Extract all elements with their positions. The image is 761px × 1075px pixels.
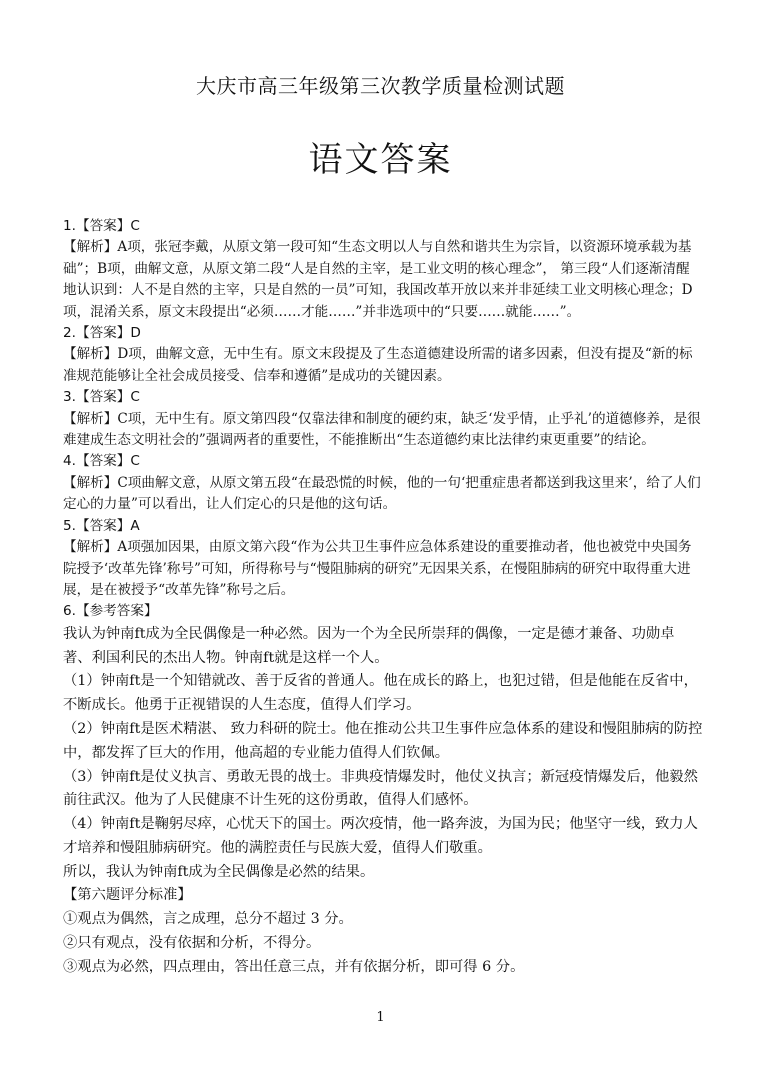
q4-answer: 4.【答案】C bbox=[63, 453, 140, 470]
exam-title: 大庆市高三年级第三次教学质量检测试题 bbox=[196, 74, 565, 98]
answer-key-title: 语文答案 bbox=[308, 140, 453, 180]
q6-criteria-item: ②只有观点，没有依据和分析，不得分。 bbox=[63, 935, 321, 952]
q6-reference-answer bbox=[63, 623, 703, 980]
q6-paragraph: （2）钟南ft是医术精湛、 致力科研的院士。他在推动公共卫生事件应急体系的建设和慢阻肺病的防控中，都发挥了巨大的作用，他高超的专业能力值得人们钦佩。 bbox=[63, 720, 703, 761]
q1-analysis: 【解析】A项，张冠李戴，从原文第一段可知“生态文明以人与自然和谐共生为宗旨，以资源环境承载为基础”；B项，曲解文意，从原文第二段“人是自然的主宰，是工业文明的核心理念”， 第三段“人们逐渐清醒地认识到：人不是自然的主宰，只是自然的一员”可知，我国改革开放以来并非延续工业文明核心理念；D项，混淆关系，原文末段提出“必须……才能……”并非选项中的“只要……就能……”。 bbox=[63, 239, 693, 320]
q6-criteria-item: ③观点为必然，四点理由，答出任意三点，并有依据分析，即可得 6 分。 bbox=[63, 958, 525, 975]
q6-paragraph: （1）钟南ft是一个知错就改、善于反省的普通人。他在成长的路上，也犯过错，但是他能在反省中，不断成长。他勇于正视错误的人生态度，值得人们学习。 bbox=[63, 673, 698, 714]
q6-paragraph: 我认为钟南ft成为全民偶像是一种必然。因为一个为全民所崇拜的偶像，一定是德才兼备、功勋卓著、利国利民的杰出人物。钟南ft就是这样一个人。 bbox=[63, 625, 675, 666]
answer-content bbox=[63, 216, 703, 980]
q2-analysis: 【解析】D项，曲解文意，无中生有。原文末段提及了生态道德建设所需的诸多因素，但没有提及“新的标准规范能够让全社会成员接受、信奉和遵循”是成功的关键因素。 bbox=[63, 346, 693, 384]
q5-analysis: 【解析】A项强加因果，由原文第六段“作为公共卫生事件应急体系建设的重要推动者，他也被党中央国务院授予‘改革先锋’称号”可知，所得称号与“慢阻肺病的研究”无因果关系，在慢阻肺病的研究中取得重大进展，是在被授予“改革先锋”称号之后。 bbox=[63, 539, 692, 598]
q5-answer: 5.【答案】A bbox=[63, 517, 140, 534]
q3-answer: 3.【答案】C bbox=[63, 389, 140, 406]
q3-analysis: 【解析】C项，无中生有。原文第四段“仅靠法律和制度的硬约束，缺乏‘发乎情，止乎礼’的道德修养，是很难建成生态文明社会的”强调两者的重要性，不能推断出“生态道德约束比法律约束更重要”的结论。 bbox=[63, 410, 701, 449]
q6-paragraph: 所以，我认为钟南ft成为全民偶像是必然的结果。 bbox=[63, 863, 375, 880]
q6-paragraph: （3）钟南ft是仗义执言、勇敢无畏的战士。非典疫情爆发时，他仗义执言；新冠疫情爆发后，他毅然前往武汉。他为了人民健康不计生死的这份勇敢，值得人们感怀。 bbox=[63, 768, 698, 809]
q6-answer: 6.【参考答案】 bbox=[63, 603, 158, 620]
q1-answer: 1.【答案】C bbox=[63, 218, 140, 234]
q2-answer: 2.【答案】D bbox=[63, 325, 141, 342]
q4-analysis: 【解析】C项曲解文意，从原文第五段“在最恐慌的时候，他的一句‘把重症患者都送到我这里来’，给了人们定心的力量”可以看出，让人们定心的只是他的这句话。 bbox=[63, 474, 701, 513]
q6-paragraph: （4）钟南ft是鞠躬尽瘁，心忧天下的国士。两次疫情，他一路奔波，为国为民；他坚守一线，致力人才培养和慢阻肺病研究。他的满腔责任与民族大爱，值得人们敬重。 bbox=[63, 816, 698, 856]
page-number: 1 bbox=[376, 1010, 385, 1025]
q6-criteria-item: ①观点为偶然，言之成理，总分不超过 3 分。 bbox=[63, 911, 353, 928]
q6-criteria-title: 【第六题评分标准】 bbox=[63, 887, 192, 904]
